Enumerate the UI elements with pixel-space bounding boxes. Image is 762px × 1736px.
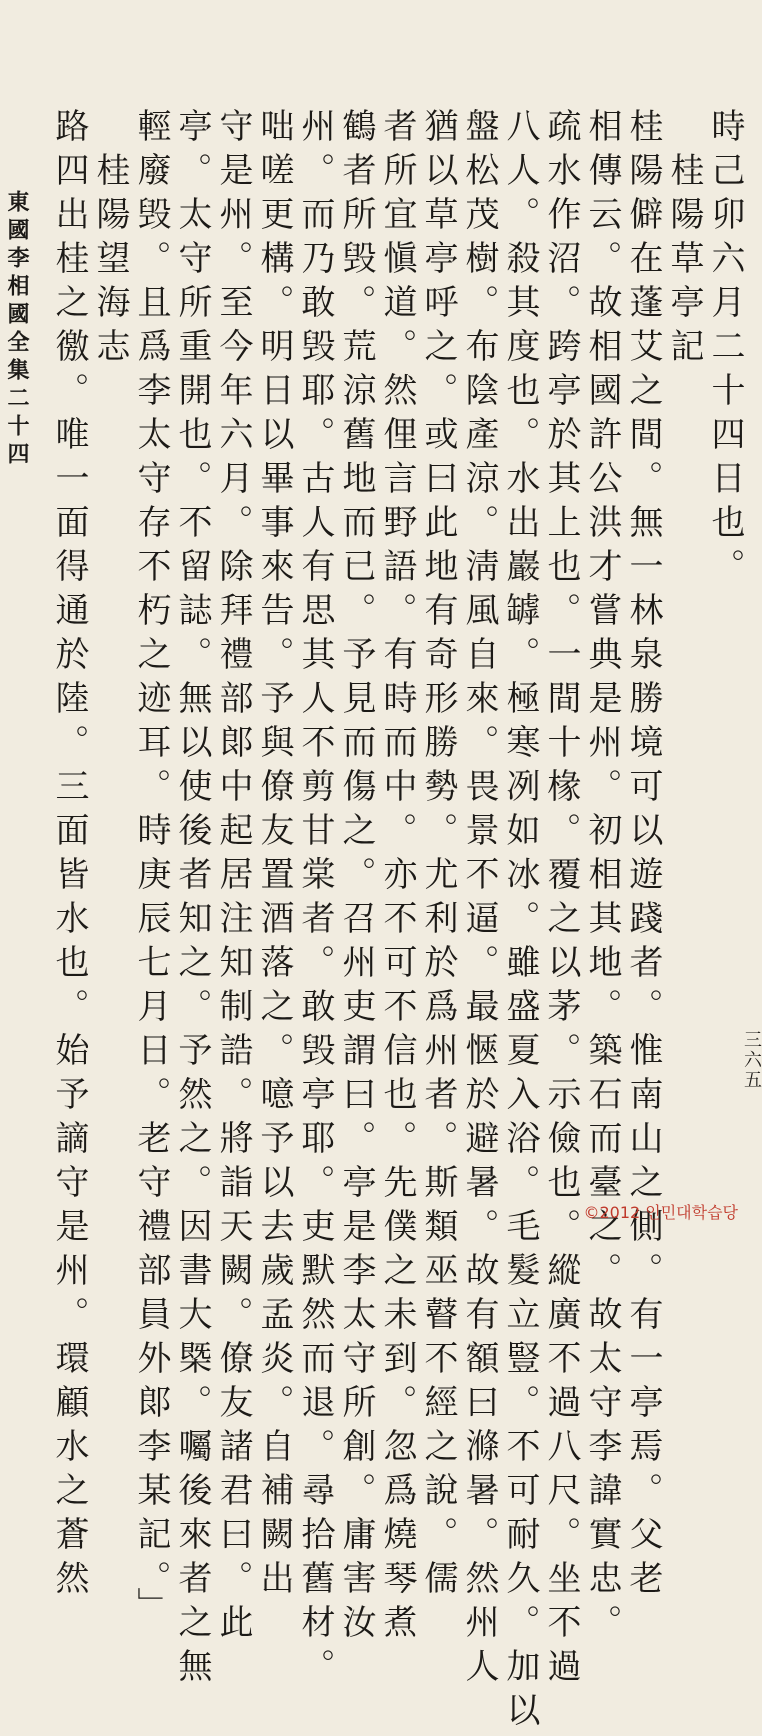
text-column: 守是州。至今年六月。除拜禮部郞中起居注知制誥。將詣天闕。僚友諸君曰。此 — [213, 108, 253, 1648]
text-column: 咄嗟更構。明日以畢事來告。予與僚友置酒落之。噫予以去歲孟炎。自補闕出 — [254, 108, 294, 1604]
section-heading: 桂陽望海志 — [90, 108, 130, 372]
running-header-title: 東國李相國全集二十四 — [4, 190, 30, 470]
text-column: 亭。太守所重開也。不留誌。無以使後者知之。予然之。因書大槩。囑後來者之無 — [172, 108, 212, 1692]
text-column: 州。而乃敢毁耶。古人有思其人不剪甘棠者。敢毁亭耶。吏默然而退。尋拾舊材。 — [295, 108, 335, 1692]
text-column: 桂陽僻在蓬艾之間。無一林泉勝境可以遊踐者。惟南山之側。有一亭焉。父老 — [623, 108, 663, 1604]
text-column: 相傳云。故相國許公洪才嘗典是州。初相其地。築石而臺之。故太守李諱實忠。 — [582, 108, 622, 1648]
copyright-watermark: ©2012 인민대학습당 — [583, 1203, 738, 1222]
text-column: 盤松茂樹。布陰產涼。淸風自來。畏景不逼。最愜於避暑。故有額曰滌暑。然州人 — [459, 108, 499, 1692]
text-column: 時己卯六月二十四日也。 — [705, 108, 745, 592]
text-column: 八人。殺其度也。水出巖罅。極寒冽如冰。雖盛夏入浴。毛髮立豎。不可耐久。加以 — [500, 108, 540, 1736]
text-column: 鶴者所毁。荒涼舊地而已。予見而傷之。召州吏謂曰。亭是李太守所創。庸害汝 — [336, 108, 376, 1648]
section-heading: 桂陽草亭記 — [664, 108, 704, 372]
text-column: 疏水作沼。跨亭於其上也。一間十椽。覆之以茅。示儉也。縱廣不過八尺。坐不過 — [541, 108, 581, 1692]
text-column: 路四出桂之徼。唯一面得通於陸。三面皆水也。始予謫守是州。環顧水之蒼然 — [49, 108, 89, 1604]
text-column: 猶以草亭呼之。或曰此地有奇形勝勢。尤利於爲州者。斯類巫瞽不經之說。儒 — [418, 108, 458, 1604]
page-number: 三六五 — [741, 1030, 762, 1090]
text-column: 者所宜愼道。然俚言野語。有時而中。亦不可不信也。先僕之未到。忽爲燒琴煮 — [377, 108, 417, 1648]
text-column: 輕廢毁。且爲李太守存不朽之迹耳。時庚辰七月日。老守禮部員外郞李某記。」 — [131, 108, 171, 1631]
